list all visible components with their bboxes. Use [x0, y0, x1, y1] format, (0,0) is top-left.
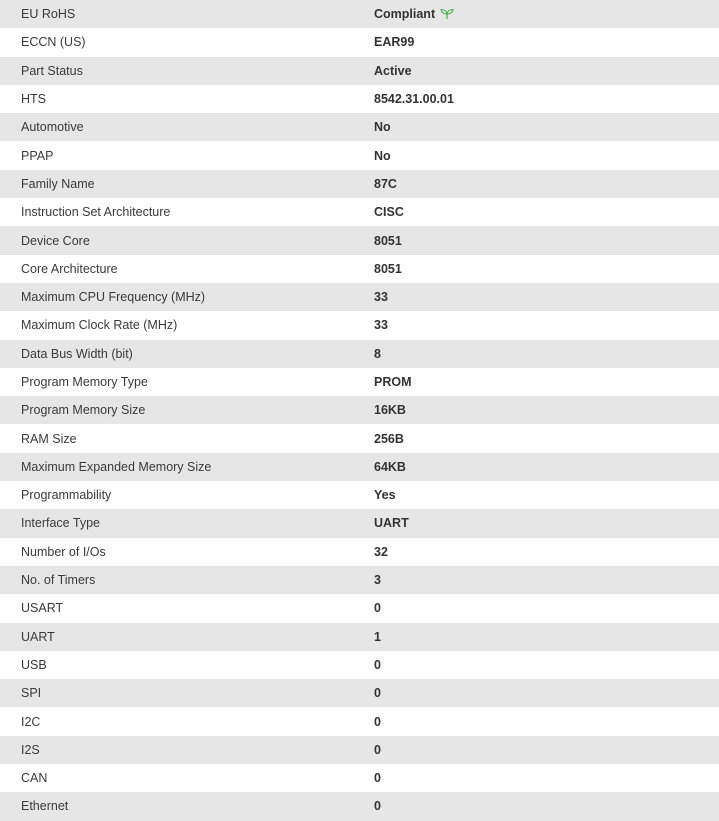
rohs-leaf-icon: [440, 8, 454, 20]
spec-row: [0, 594, 719, 622]
spec-value-cell: [374, 28, 719, 56]
spec-row: [0, 368, 719, 396]
spec-label: EU RoHS: [21, 7, 76, 22]
spec-label: RAM Size: [21, 431, 77, 446]
spec-row: [0, 226, 719, 254]
spec-value-cell: [374, 255, 719, 283]
spec-value: 256B: [374, 431, 404, 446]
spec-label: Automotive: [21, 120, 84, 135]
spec-row: [0, 623, 719, 651]
spec-value: UART: [374, 516, 409, 531]
spec-value: 0: [374, 771, 381, 786]
spec-row: [0, 170, 719, 198]
spec-value: 32: [374, 544, 388, 559]
spec-row: [0, 736, 719, 764]
spec-row: [0, 481, 719, 509]
spec-row: [0, 566, 719, 594]
spec-row: [0, 198, 719, 226]
spec-label: SPI: [21, 686, 42, 701]
spec-value-cell: [374, 226, 719, 254]
spec-value: 64KB: [374, 459, 406, 474]
spec-value-cell: [374, 651, 719, 679]
spec-value: CISC: [374, 205, 404, 220]
spec-row: [0, 113, 719, 141]
spec-value: 8: [374, 346, 381, 361]
spec-value: Compliant: [374, 7, 436, 22]
spec-label: I2S: [21, 742, 40, 757]
spec-row: [0, 424, 719, 452]
spec-value-cell: [374, 113, 719, 141]
spec-row: [0, 340, 719, 368]
spec-row: [0, 651, 719, 679]
spec-value-cell: [374, 424, 719, 452]
spec-label: USART: [21, 601, 64, 616]
spec-value-cell: [374, 57, 719, 85]
spec-value: Yes: [374, 488, 396, 503]
spec-value-cell: [374, 594, 719, 622]
spec-value-cell: [374, 736, 719, 764]
spec-value: 0: [374, 601, 381, 616]
spec-value: Active: [374, 63, 412, 78]
spec-value-cell: [374, 509, 719, 537]
spec-value: EAR99: [374, 35, 415, 50]
spec-value: No: [374, 148, 391, 163]
spec-value: 0: [374, 742, 381, 757]
spec-value: 1: [374, 629, 381, 644]
spec-label: Maximum Clock Rate (MHz): [21, 318, 178, 333]
spec-value: 8542.31.00.01: [374, 92, 454, 107]
spec-label: Maximum Expanded Memory Size: [21, 459, 212, 474]
spec-label: Data Bus Width (bit): [21, 346, 133, 361]
spec-value-cell: [374, 340, 719, 368]
spec-value: 33: [374, 290, 388, 305]
spec-row: [0, 707, 719, 735]
spec-value: 0: [374, 657, 381, 672]
spec-value-cell: [374, 764, 719, 792]
spec-row: [0, 85, 719, 113]
spec-label: Device Core: [21, 233, 90, 248]
spec-value-cell: [374, 623, 719, 651]
spec-label: HTS: [21, 92, 46, 107]
spec-label: Instruction Set Architecture: [21, 205, 171, 220]
spec-value-cell: [374, 566, 719, 594]
spec-row: [0, 764, 719, 792]
spec-label: Interface Type: [21, 516, 100, 531]
spec-value: 0: [374, 799, 381, 814]
spec-row: [0, 538, 719, 566]
spec-value-cell: [374, 396, 719, 424]
spec-row: [0, 141, 719, 169]
spec-value: 0: [374, 686, 381, 701]
spec-value: 0: [374, 714, 381, 729]
spec-value: 33: [374, 318, 388, 333]
spec-value-cell: [374, 170, 719, 198]
spec-row: [0, 0, 719, 28]
spec-label: ECCN (US): [21, 35, 86, 50]
spec-value-cell: [374, 311, 719, 339]
spec-value: No: [374, 120, 391, 135]
spec-label: USB: [21, 657, 47, 672]
spec-value: 87C: [374, 176, 397, 191]
spec-label: CAN: [21, 771, 48, 786]
spec-value-cell: [374, 283, 719, 311]
spec-value-cell: [374, 707, 719, 735]
spec-value-cell: [374, 538, 719, 566]
spec-row: [0, 792, 719, 820]
spec-label: PPAP: [21, 148, 54, 163]
spec-label: Programmability: [21, 488, 112, 503]
spec-row: [0, 311, 719, 339]
spec-label: Number of I/Os: [21, 544, 106, 559]
spec-value-cell: [374, 679, 719, 707]
spec-value: 16KB: [374, 403, 406, 418]
spec-label: Family Name: [21, 176, 95, 191]
spec-value-cell: [374, 368, 719, 396]
spec-value-cell: [374, 0, 719, 28]
spec-label: Ethernet: [21, 799, 69, 814]
spec-row: [0, 255, 719, 283]
spec-row: [0, 396, 719, 424]
spec-value: PROM: [374, 375, 412, 389]
spec-label: Program Memory Type: [21, 375, 148, 389]
spec-row: [0, 453, 719, 481]
spec-label: Core Architecture: [21, 261, 118, 276]
spec-row: [0, 57, 719, 85]
spec-value-cell: [374, 453, 719, 481]
spec-label: Part Status: [21, 63, 83, 78]
spec-value-cell: [374, 481, 719, 509]
spec-value-cell: [374, 141, 719, 169]
spec-value-cell: [374, 792, 719, 820]
spec-value: 3: [374, 573, 381, 588]
spec-row: [0, 283, 719, 311]
spec-value-cell: [374, 198, 719, 226]
spec-row: [0, 28, 719, 56]
spec-label: Maximum CPU Frequency (MHz): [21, 290, 206, 305]
spec-label: UART: [21, 629, 55, 644]
spec-row: [0, 509, 719, 537]
spec-label: Program Memory Size: [21, 403, 146, 418]
spec-label: No. of Timers: [21, 573, 96, 588]
spec-value: 8051: [374, 233, 402, 248]
spec-value: 8051: [374, 261, 402, 276]
spec-value-cell: [374, 85, 719, 113]
spec-row: [0, 679, 719, 707]
spec-label: I2C: [21, 714, 41, 729]
